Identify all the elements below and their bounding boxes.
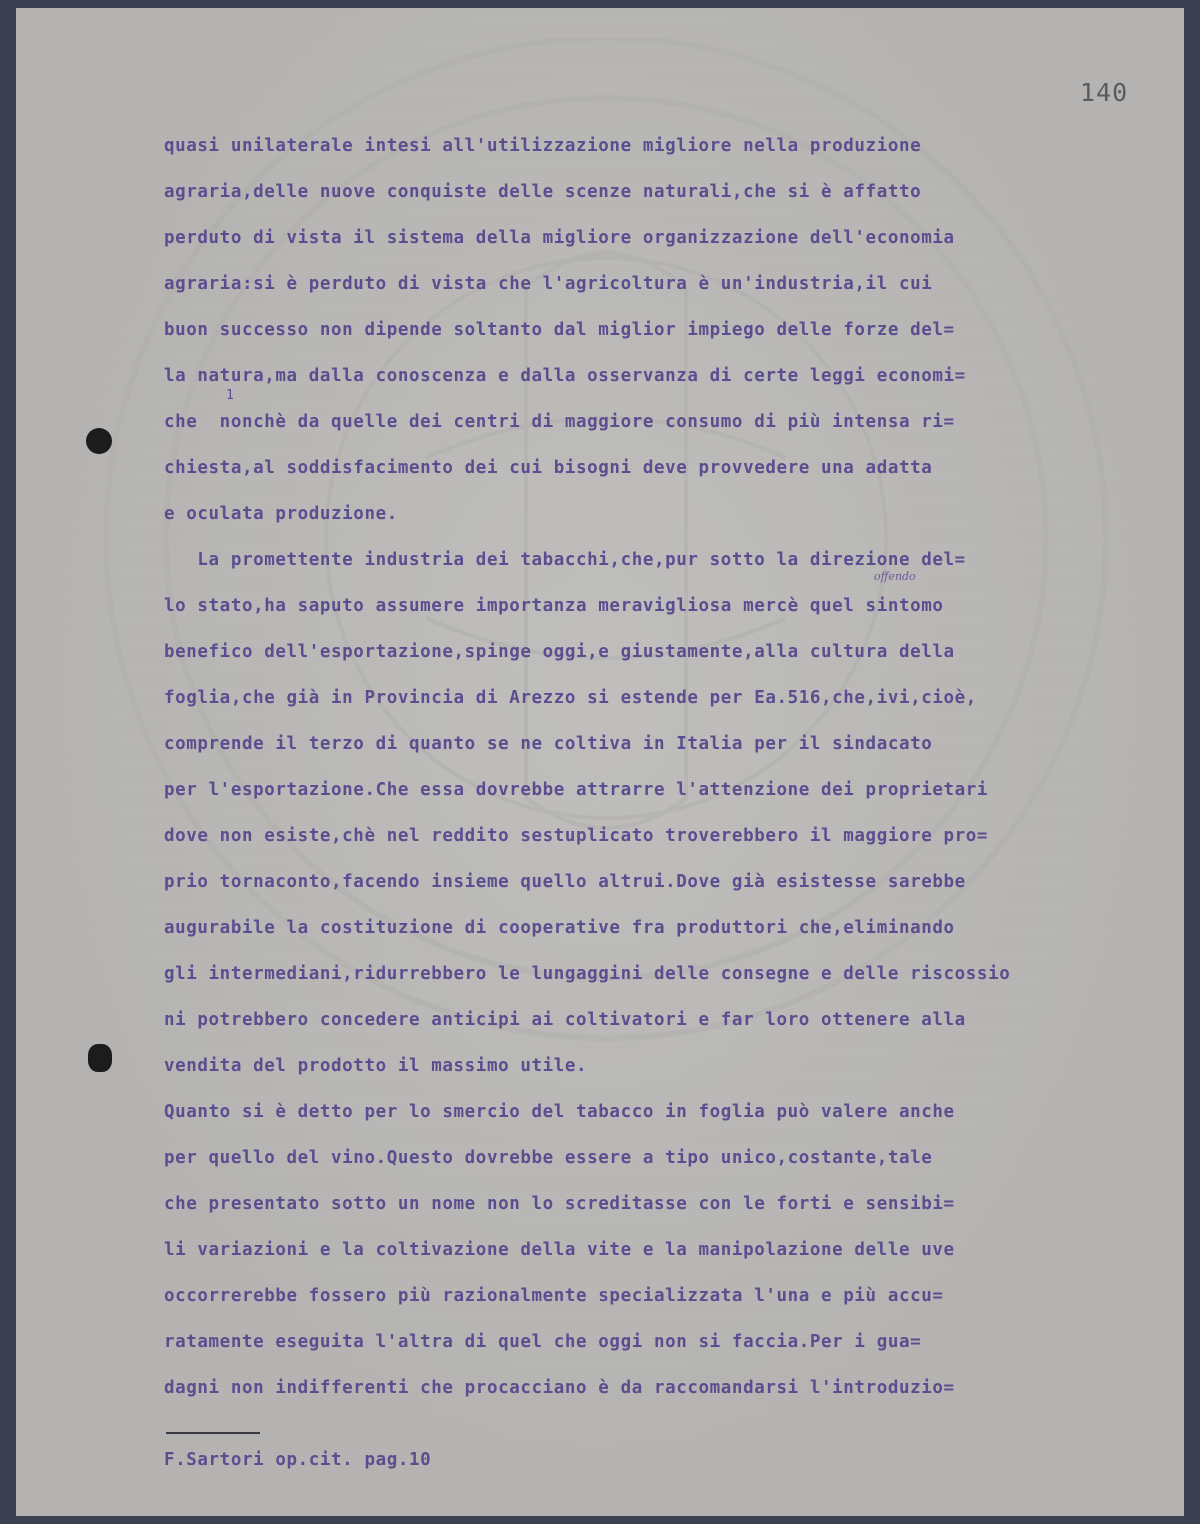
text-line: buon successo non dipende soltanto dal miglior impiego delle forze del= xyxy=(164,320,955,340)
text-line: quasi unilaterale intesi all'utilizzazione migliore nella produzione xyxy=(164,136,922,156)
text-line: per quello del vino.Questo dovrebbe essere a tipo unico,costante,tale xyxy=(164,1148,933,1168)
text-line: chiesta,al soddisfacimento dei cui bisogni deve provvedere una adatta xyxy=(164,458,933,478)
text-line: foglia,che già in Provincia di Arezzo si estende per Ea.516,che,ivi,cioè, xyxy=(164,688,977,708)
text-line: che presentato sotto un nome non lo screditasse con le forti e sensibi= xyxy=(164,1194,955,1214)
text-line: dove non esiste,chè nel reddito sestuplicato troverebbero il maggiore pro= xyxy=(164,826,989,846)
text-line: che nonchè da quelle dei centri di maggiore consumo di più intensa ri= xyxy=(164,412,955,432)
text-line: li variazioni e la coltivazione della vite e la manipolazione delle uve xyxy=(164,1240,955,1260)
text-line: ratamente eseguita l'altra di quel che oggi non si faccia.Per i gua= xyxy=(164,1332,922,1352)
text-line: comprende il terzo di quanto se ne coltiva in Italia per il sindacato xyxy=(164,734,933,754)
page-number: 140 xyxy=(1080,78,1129,107)
text-line: occorrerebbe fossero più razionalmente specializzata l'una e più accu= xyxy=(164,1286,944,1306)
text-line: La promettente industria dei tabacchi,che,pur sotto la direzione del= xyxy=(164,550,966,570)
text-line: vendita del prodotto il massimo utile. xyxy=(164,1056,588,1076)
text-line: per l'esportazione.Che essa dovrebbe attrarre l'attenzione dei proprietari xyxy=(164,780,989,800)
text-line: perduto di vista il sistema della migliore organizzazione dell'economia xyxy=(164,228,955,248)
text-line: ni potrebbero concedere anticipi ai coltivatori e far loro ottenere alla xyxy=(164,1010,966,1030)
punch-hole-top xyxy=(86,428,112,454)
footnote: F.Sartori op.cit. pag.10 xyxy=(164,1450,432,1470)
punch-hole-bottom xyxy=(88,1044,112,1072)
handwritten-annotation: offendo xyxy=(874,570,916,583)
footnote-marker: 1 xyxy=(226,388,234,403)
text-line: e oculata produzione. xyxy=(164,504,398,524)
document-page xyxy=(16,8,1184,1516)
text-line: agraria:si è perduto di vista che l'agricoltura è un'industria,il cui xyxy=(164,274,933,294)
text-line: lo stato,ha saputo assumere importanza meravigliosa mercè quel sintomo xyxy=(164,596,944,616)
text-line: la natura,ma dalla conoscenza e dalla osservanza di certe leggi economi= xyxy=(164,366,966,386)
footnote-rule xyxy=(166,1432,260,1434)
text-line: Quanto si è detto per lo smercio del tabacco in foglia può valere anche xyxy=(164,1102,955,1122)
text-line: dagni non indifferenti che procacciano è da raccomandarsi l'introduzio= xyxy=(164,1378,955,1398)
text-line: prio tornaconto,facendo insieme quello altrui.Dove già esistesse sarebbe xyxy=(164,872,966,892)
text-line: augurabile la costituzione di cooperative fra produttori che,eliminando xyxy=(164,918,955,938)
text-line: gli intermediani,ridurrebbero le lungaggini delle consegne e delle riscossio xyxy=(164,964,1011,984)
text-line: benefico dell'esportazione,spinge oggi,e giustamente,alla cultura della xyxy=(164,642,955,662)
text-line: agraria,delle nuove conquiste delle scenze naturali,che si è affatto xyxy=(164,182,922,202)
